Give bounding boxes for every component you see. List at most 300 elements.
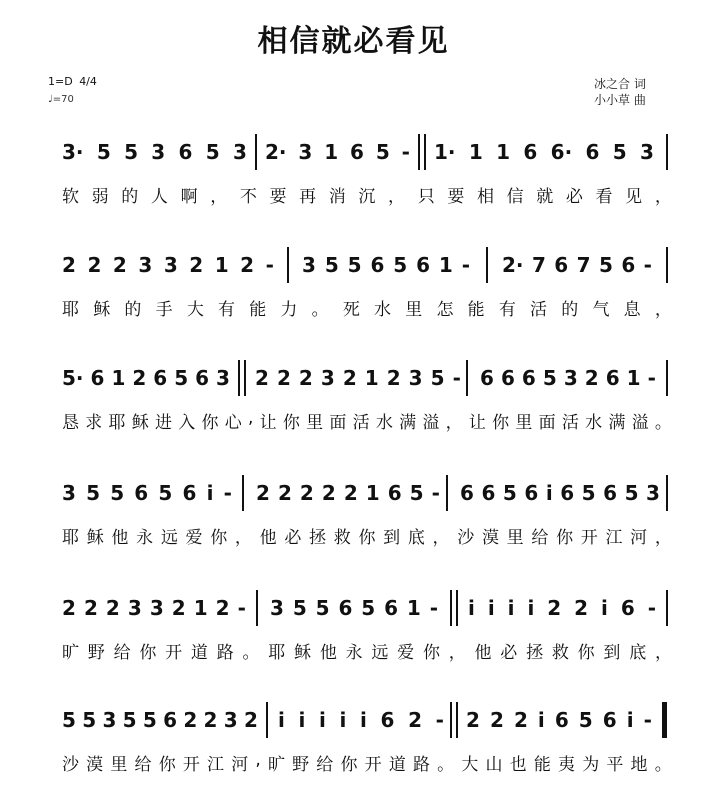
lyric-char: 沙 (62, 755, 79, 775)
lyric-char: 有 (498, 300, 516, 320)
final-barline (662, 702, 667, 738)
note: i (601, 596, 608, 620)
note: 6 (182, 481, 197, 505)
note: i (527, 596, 535, 620)
barline (256, 590, 258, 626)
note: 6 (380, 708, 395, 732)
note: 2 (256, 481, 270, 505)
note: 6 (480, 366, 494, 390)
note: 6 (554, 253, 569, 277)
lyric-char: 路 (216, 643, 234, 663)
lyric-char: 见 (625, 187, 643, 207)
music-system-5 (62, 586, 672, 676)
lyric-char: 必 (500, 643, 518, 663)
note: 1 (364, 366, 379, 390)
lyric-char: 。 (654, 755, 672, 775)
lyric-char: 的 (121, 187, 139, 207)
lyric-char: 活 (352, 413, 370, 433)
note: 3 (102, 708, 117, 732)
barline (450, 590, 452, 626)
notes-line (62, 698, 672, 738)
note: 2 (132, 366, 147, 390)
note: i (206, 481, 214, 505)
lyric-char: 大 (461, 755, 479, 775)
note: - (401, 140, 410, 164)
barline (450, 702, 452, 738)
music-system-2 (62, 243, 672, 333)
lyric-char: 平 (606, 755, 624, 775)
note: 2 (276, 366, 291, 390)
note: 6 (620, 596, 635, 620)
note: 2 (574, 596, 589, 620)
note: - (461, 253, 470, 277)
lyric-char: 信 (506, 187, 524, 207)
note: - (223, 481, 232, 505)
lyric-char: 能 (533, 755, 551, 775)
note: 1 (324, 140, 339, 164)
notes-line (62, 586, 672, 626)
lyric-char: 开 (580, 528, 598, 548)
note: 2· (502, 253, 524, 277)
note: i (298, 708, 306, 732)
note: 2 (112, 253, 127, 277)
note: 2 (183, 708, 198, 732)
note: 2 (584, 366, 599, 390)
barline (456, 702, 458, 738)
note: 2 (408, 708, 422, 732)
lyric-char: ， (432, 528, 450, 548)
note: 6 (605, 366, 620, 390)
measure (270, 596, 438, 620)
lyric-char: 消 (328, 187, 346, 207)
lyric-char: 必 (565, 187, 583, 207)
lyric-char: 江 (605, 528, 623, 548)
barline (666, 475, 668, 511)
measure (480, 366, 656, 390)
lyric-char: 活 (530, 300, 548, 320)
barline (466, 360, 468, 396)
note: - (435, 708, 444, 732)
note: i (487, 596, 495, 620)
lyric-char: 你 (139, 643, 157, 663)
lyric-char: 能 (249, 300, 267, 320)
note: 1 (496, 140, 511, 164)
lyric-char: 你 (358, 528, 376, 548)
note: 5 (361, 596, 376, 620)
lyric-char: 有 (218, 300, 236, 320)
lyric-char: 的 (124, 300, 142, 320)
note: 6 (523, 140, 538, 164)
lyric-char: 能 (467, 300, 485, 320)
barline (666, 247, 668, 283)
lyric-char: 入 (178, 413, 196, 433)
note: 5 (347, 253, 362, 277)
music-system-3 (62, 356, 672, 446)
note: 2 (62, 253, 76, 277)
note: 5 (292, 596, 307, 620)
lyric-char: 。 (437, 755, 455, 775)
note: 5· (62, 366, 84, 390)
note: 2 (87, 253, 102, 277)
lyric-char: 漠 (86, 755, 104, 775)
lyric-char: 底 (407, 528, 425, 548)
lyric-char: 水 (585, 413, 603, 433)
note: i (278, 708, 285, 732)
note: 6 (500, 366, 515, 390)
note: 3 (563, 366, 578, 390)
note: 2 (547, 596, 562, 620)
lyric-char: 。 (654, 413, 672, 433)
lyric-char: 里 (405, 300, 423, 320)
note: 3 (138, 253, 153, 277)
note: 3· (62, 140, 84, 164)
note: 3 (270, 596, 284, 620)
lyric-char: 里 (515, 413, 533, 433)
key-signature (48, 76, 97, 88)
barline (418, 134, 420, 170)
note: i (319, 708, 326, 732)
lyric-char: 满 (608, 413, 626, 433)
note: 5 (612, 140, 627, 164)
note: 5 (542, 366, 557, 390)
music-system-4 (62, 471, 672, 561)
credits (594, 76, 646, 108)
lyric-char: 力 (280, 300, 298, 320)
time-signature: 4/4 (79, 75, 97, 88)
lyric-char: 野 (292, 755, 310, 775)
lyric-char: 底 (629, 643, 647, 663)
barline (266, 702, 268, 738)
lyric-char: 地 (630, 755, 648, 775)
lyric-char: 你 (282, 413, 300, 433)
note: 6 (153, 366, 168, 390)
lyric-char: 他 (111, 528, 129, 548)
measure (62, 253, 274, 277)
lyric-char: ， (388, 187, 406, 207)
note: i (507, 596, 515, 620)
note: 6 (370, 253, 385, 277)
note: 1· (434, 140, 456, 164)
note: 6 (387, 481, 402, 505)
song-title: 相信就必看见 (257, 24, 450, 59)
lyric-char: 你 (492, 413, 510, 433)
note: 5 (62, 708, 76, 732)
lyric-char: 稣 (86, 528, 104, 548)
measure (255, 366, 461, 390)
composer-credit: 小小草 曲 (594, 93, 646, 107)
note: 5 (624, 481, 639, 505)
note: 2 (215, 596, 230, 620)
lyric-char: , (248, 408, 254, 428)
lyric-char: 。 (311, 300, 329, 320)
lyric-char: ， (654, 528, 672, 548)
note: - (643, 708, 652, 732)
barline (486, 247, 488, 283)
note: 5 (124, 140, 138, 164)
lyric-char: 给 (134, 755, 152, 775)
lyric-char: 软 (62, 187, 79, 207)
note: - (647, 366, 656, 390)
lyric-char: 爱 (185, 528, 203, 548)
lyric-char: 给 (113, 643, 131, 663)
lyric-char: 活 (561, 413, 579, 433)
lyric-char: 为 (582, 755, 600, 775)
note: 5 (110, 481, 125, 505)
note: 5 (205, 140, 220, 164)
notes-line (62, 130, 672, 170)
note: 2· (265, 140, 287, 164)
note: 2 (298, 366, 313, 390)
lyric-char: 漠 (481, 528, 499, 548)
note: 3 (320, 366, 335, 390)
note: 2 (243, 708, 258, 732)
lyric-char: 稣 (294, 643, 312, 663)
notes-line (62, 243, 672, 283)
lyric-char: 恳 (62, 413, 79, 433)
note: 2 (342, 366, 357, 390)
note: 7 (576, 253, 591, 277)
measure (62, 708, 258, 732)
note: 7 (531, 253, 546, 277)
lyric-char: 开 (165, 643, 183, 663)
note: 6 (554, 708, 569, 732)
lyric-char: 相 (476, 187, 494, 207)
lyric-char: ， (448, 643, 466, 663)
lyric-char: 水 (375, 413, 393, 433)
lyric-char: 山 (485, 755, 503, 775)
note: 1 (214, 253, 229, 277)
lyric-char: 里 (110, 755, 128, 775)
lyric-char: 河 (231, 755, 249, 775)
note: 5 (158, 481, 173, 505)
note: 6 (524, 481, 539, 505)
lyric-char: 开 (364, 755, 382, 775)
note: 5 (82, 708, 97, 732)
lyric-char: 到 (603, 643, 621, 663)
note: 3 (149, 596, 164, 620)
lyric-char: 大 (186, 300, 204, 320)
note: 3 (233, 140, 247, 164)
note: 3 (223, 708, 238, 732)
lyric-char: 江 (207, 755, 225, 775)
measure (434, 140, 654, 164)
music-system-1 (62, 130, 672, 220)
measure (466, 708, 652, 732)
lyric-char: ， (654, 643, 672, 663)
note: 2 (62, 596, 76, 620)
lyric-char: 夷 (558, 755, 576, 775)
note: i (339, 708, 347, 732)
lyric-char: 他 (319, 643, 337, 663)
lyric-char: 你 (556, 528, 574, 548)
note: 5 (502, 481, 517, 505)
measure (62, 140, 247, 164)
lyric-char: ， (210, 187, 228, 207)
lyric-char: ， (654, 300, 672, 320)
measure (278, 708, 444, 732)
note: 2 (386, 366, 401, 390)
note: - (429, 596, 438, 620)
lyric-char: 稣 (93, 300, 111, 320)
lyric-char: 里 (306, 413, 324, 433)
lyric-char: 心 (224, 413, 242, 433)
note: 5 (86, 481, 101, 505)
lyric-char: 道 (388, 755, 406, 775)
note: 2 (466, 708, 480, 732)
lyric-char: 拯 (526, 643, 544, 663)
note: 3 (408, 366, 423, 390)
note: 2 (299, 481, 314, 505)
lyric-char: 你 (210, 528, 228, 548)
note: 6 (350, 140, 364, 164)
lyric-char: 你 (158, 755, 176, 775)
note: 6 (178, 140, 193, 164)
note: 3 (151, 140, 166, 164)
note: 3 (216, 366, 230, 390)
measure (256, 481, 440, 505)
barline (666, 590, 668, 626)
barline (666, 360, 668, 396)
lyrics-line (62, 750, 672, 775)
lyrics-line (62, 295, 672, 320)
barline (446, 475, 448, 511)
lyric-char: 河 (630, 528, 648, 548)
note: 6 (338, 596, 353, 620)
lyric-char: 要 (447, 187, 465, 207)
lyric-char: 满 (399, 413, 417, 433)
lyrics-line (62, 408, 672, 433)
note: 6 (481, 481, 496, 505)
lyric-char: 看 (595, 187, 613, 207)
lyric-char: 耶 (268, 643, 286, 663)
note: 2 (513, 708, 528, 732)
note: 1 (406, 596, 421, 620)
note: 5 (409, 481, 424, 505)
lyric-char: 让 (259, 413, 277, 433)
measure (468, 596, 656, 620)
lyric-char: 再 (299, 187, 317, 207)
note: 5 (393, 253, 408, 277)
barline (238, 360, 240, 396)
lyrics-line (62, 638, 672, 663)
lyric-char: 不 (239, 187, 257, 207)
lyric-char: 路 (412, 755, 430, 775)
note: 6 (603, 481, 618, 505)
note: - (237, 596, 246, 620)
note: i (360, 708, 367, 732)
lyric-char: 进 (155, 413, 172, 433)
note: 6 (585, 140, 600, 164)
note: 2 (255, 366, 269, 390)
note: 5 (430, 366, 445, 390)
note: 1 (193, 596, 208, 620)
note: 2 (171, 596, 186, 620)
lyric-char: ， (234, 528, 252, 548)
note: i (537, 708, 545, 732)
lyric-char: 旷 (267, 755, 285, 775)
lyric-char: 也 (509, 755, 527, 775)
lyric-char: 他 (259, 528, 277, 548)
lyric-char: 要 (269, 187, 287, 207)
lyric-char: 拯 (309, 528, 327, 548)
note: 1 (438, 253, 453, 277)
tempo-marking: ♩=70 (48, 94, 74, 105)
lyric-char: 道 (190, 643, 208, 663)
lyric-char: 远 (160, 528, 178, 548)
note: 5 (96, 140, 111, 164)
lyric-char: , (255, 750, 261, 770)
lyric-char: 耶 (62, 300, 79, 320)
lyric-char: ， (654, 187, 672, 207)
barline (424, 134, 426, 170)
note: 1 (626, 366, 641, 390)
lyric-char: 水 (374, 300, 392, 320)
note: 2 (203, 708, 218, 732)
barline (666, 134, 668, 170)
note: 5 (578, 708, 593, 732)
note: 2 (240, 253, 255, 277)
note: - (643, 253, 652, 277)
note: 3 (163, 253, 178, 277)
lyric-char: 溢 (422, 413, 440, 433)
note: 6· (550, 140, 573, 164)
note: 2 (189, 253, 204, 277)
measure (460, 481, 660, 505)
note: 3 (127, 596, 142, 620)
note: 3 (62, 481, 76, 505)
measure (62, 366, 230, 390)
note: 2 (105, 596, 120, 620)
note: 6 (384, 596, 398, 620)
note: 5 (174, 366, 189, 390)
lyric-char: 你 (340, 755, 358, 775)
lyric-char: 野 (87, 643, 105, 663)
lyric-char: 到 (383, 528, 401, 548)
note: 2 (321, 481, 336, 505)
note: 6 (521, 366, 536, 390)
lyric-char: 救 (551, 643, 569, 663)
key-label: 1=D (48, 75, 73, 88)
measure (502, 253, 652, 277)
lyric-char: 爱 (397, 643, 415, 663)
lyric-char: 远 (371, 643, 389, 663)
lyric-char: 溢 (631, 413, 649, 433)
lyric-char: 旷 (62, 643, 79, 663)
note: - (452, 366, 461, 390)
note: 6 (195, 366, 210, 390)
barline (242, 475, 244, 511)
lyric-char: 啊 (180, 187, 198, 207)
note: 5 (375, 140, 390, 164)
note: i (545, 481, 553, 505)
note: 2 (343, 481, 358, 505)
notes-line (62, 471, 672, 511)
lyric-char: 只 (417, 187, 435, 207)
note: 5 (122, 708, 137, 732)
notes-line (62, 356, 672, 396)
lyric-char: 他 (474, 643, 492, 663)
lyric-char: 你 (577, 643, 595, 663)
note: 6 (416, 253, 430, 277)
barline (255, 134, 257, 170)
note: 5 (142, 708, 157, 732)
lyric-char: 永 (136, 528, 154, 548)
note: - (647, 596, 656, 620)
note: 1 (365, 481, 380, 505)
measure (265, 140, 410, 164)
lyric-char: 人 (150, 187, 168, 207)
lyric-char: 怎 (436, 300, 454, 320)
